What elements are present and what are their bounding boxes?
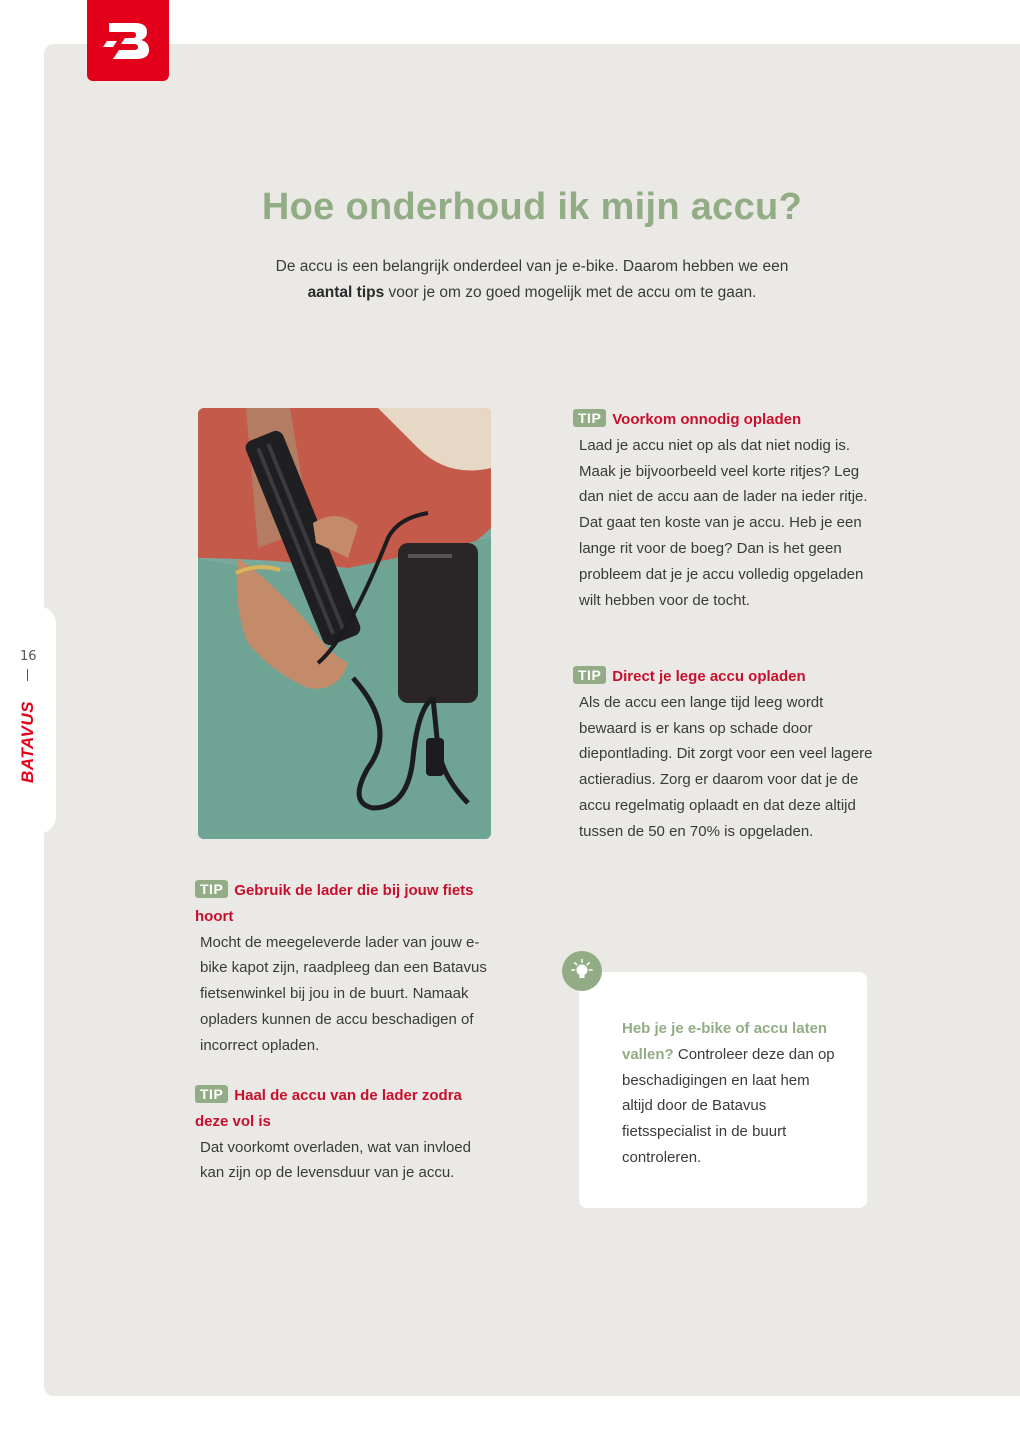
tip-badge: TIP (573, 409, 606, 427)
info-card-body: Controleer deze dan op beschadigingen en laat hem altijd door de Batavus fietsspecialist in de buurt controleren. (622, 1045, 835, 1166)
intro-bold: aantal tips (307, 284, 385, 301)
tip-body: Mocht de meegeleverde lader van jouw e-bike kapot zijn, raadpleeg dan een Batavus fietsenwinkel bij jou in de buurt. Namaak opladers kunnen de accu beschadigen of incorrect opladen. (200, 933, 487, 1054)
tip-avoid-charging-heading (573, 407, 873, 433)
tip-avoid-charging (573, 407, 873, 613)
tip-charge-empty (573, 664, 873, 845)
tip-badge: TIP (573, 666, 606, 684)
content-panel (44, 44, 1020, 1396)
intro-text-start: De accu is een belangrijk onderdeel van je e-bike. Daarom hebben we een (275, 258, 789, 275)
brand-wordmark: BATAVUS (18, 701, 37, 783)
tip-badge: TIP (195, 880, 228, 898)
tip-title: Haal de accu van de lader zodra deze vol is (195, 1087, 462, 1130)
intro-text-end: voor je om zo goed mogelijk met de accu om te gaan. (388, 284, 757, 301)
tip-charger (195, 878, 495, 1059)
lightbulb-glyph (569, 958, 595, 984)
page-number: 16 (20, 649, 37, 664)
batavus-b-icon (103, 19, 153, 63)
info-card-highlight: Heb je je e-bike of accu laten vallen? (622, 1020, 828, 1063)
tip-charger-heading (195, 878, 495, 930)
battery-charging-photo (198, 408, 491, 839)
photo-illustration (198, 408, 491, 839)
tip-title: Direct je lege accu opladen (612, 668, 806, 685)
tip-title: Voorkom onnodig opladen (612, 411, 802, 428)
batavus-logo[interactable] (87, 0, 169, 81)
tip-unplug (195, 1083, 495, 1186)
tip-charge-empty-heading (573, 664, 873, 690)
intro-paragraph (262, 254, 802, 306)
info-card-text (622, 1016, 844, 1171)
tip-title: Gebruik de lader die bij jouw fiets hoort (195, 882, 474, 925)
page-number-divider (27, 669, 28, 681)
tip-body: Dat voorkomt overladen, wat van invloed kan zijn op de levensduur van je accu. (200, 1138, 471, 1182)
tip-body: Laad je accu niet op als dat niet nodig is. Maak je bijvoorbeeld veel korte ritjes? Leg dan niet de accu aan de lader na ieder ritje. Dat gaat ten koste van je accu. Heb je een lange rit voor de boeg? Dan is het geen probleem dat je je accu volledig opgeladen wilt hebben voor de tocht. (579, 436, 868, 609)
lightbulb-icon (562, 951, 602, 991)
tip-badge: TIP (195, 1085, 228, 1103)
page-title: Hoe onderhoud ik mijn accu? (261, 186, 803, 228)
tip-unplug-heading (195, 1083, 495, 1135)
tip-body: Als de accu een lange tijd leeg wordt bewaard is er kans op schade door diepontlading. Dit zorgt voor een veel lagere actieradius. Zorg er daarom voor dat je de accu regelmatig oplaadt en dat deze altijd tussen de 50 en 70% is opgeladen. (579, 693, 873, 840)
